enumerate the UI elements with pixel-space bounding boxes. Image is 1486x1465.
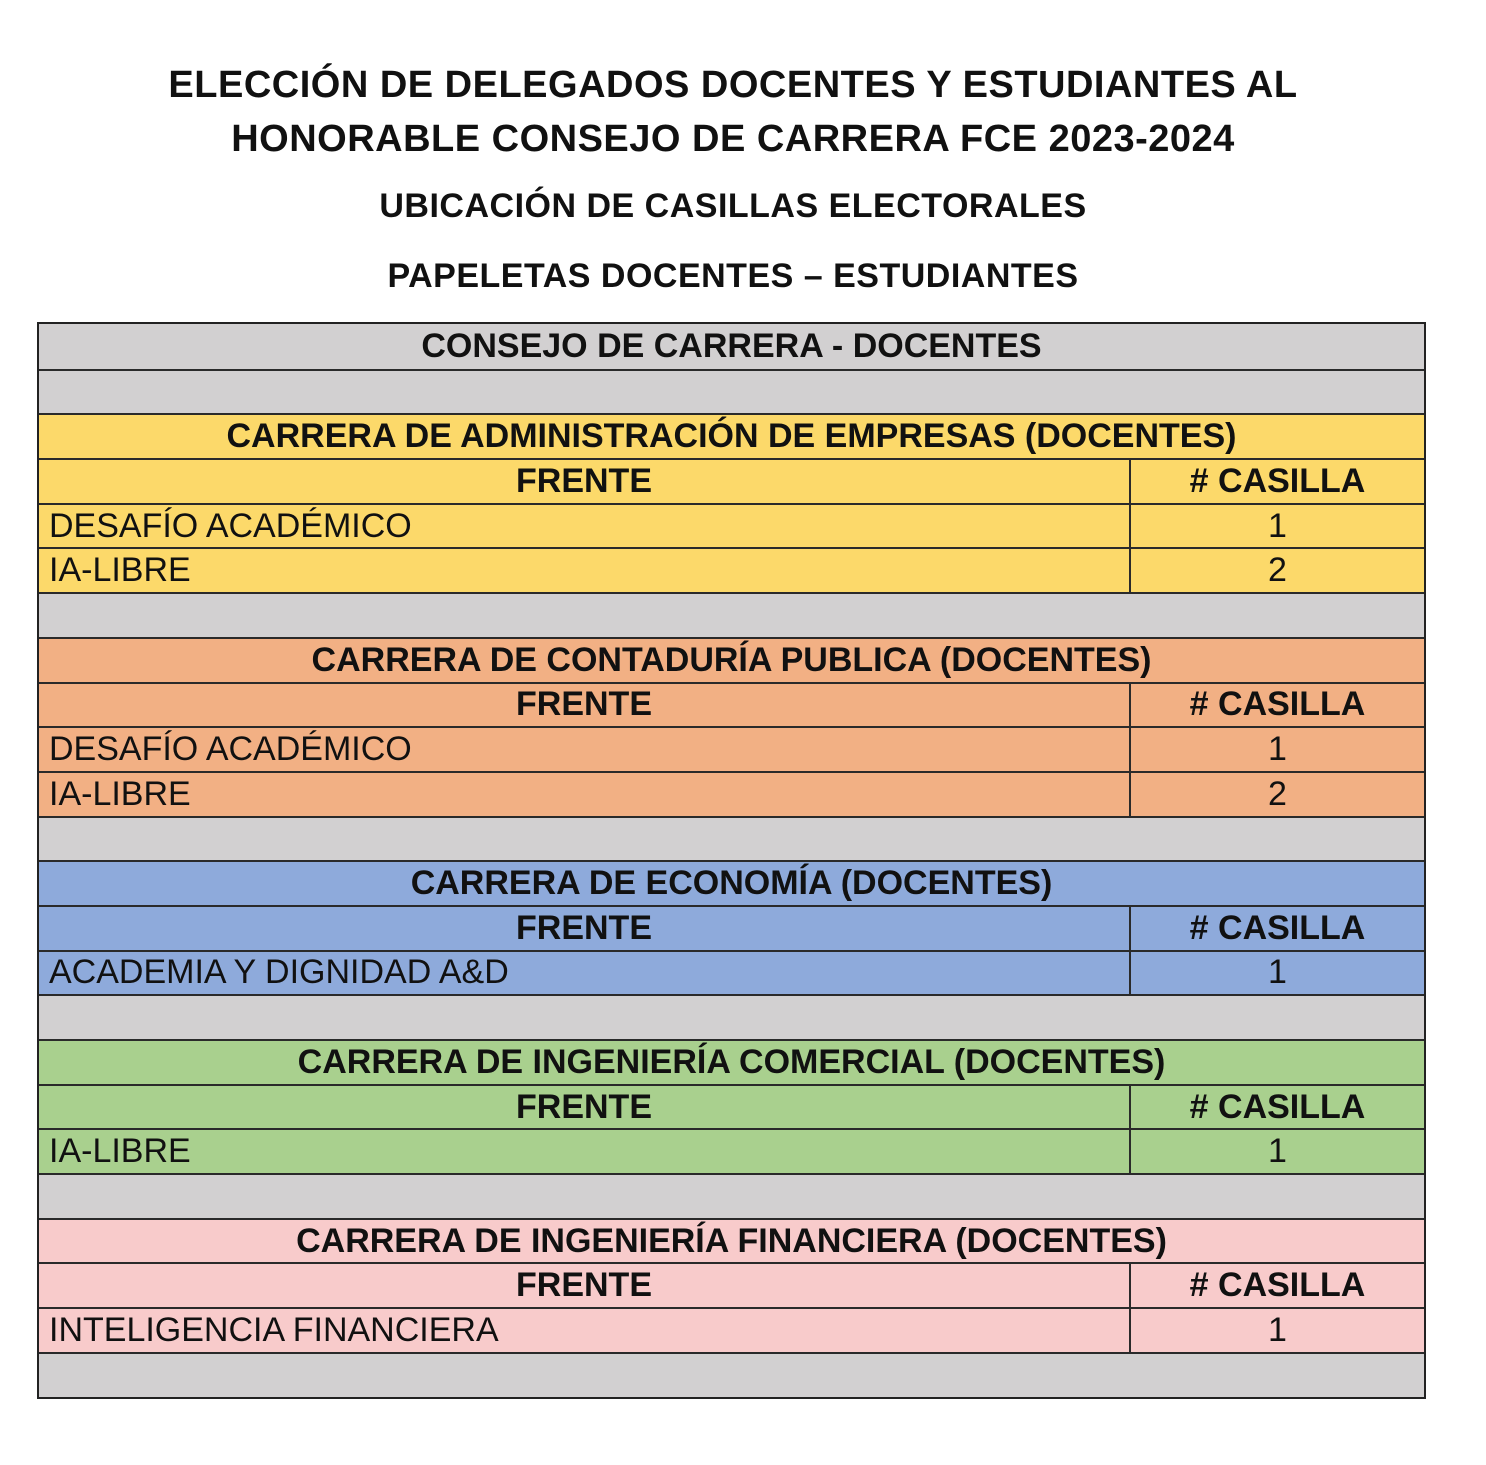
frente-header: FRENTE bbox=[39, 1086, 1131, 1129]
table-row bbox=[39, 503, 1424, 548]
casilla-number: 1 bbox=[1268, 953, 1287, 992]
title-line-1: ELECCIÓN DE DELEGADOS DOCENTES Y ESTUDIANTES AL bbox=[168, 64, 1298, 106]
section-title-row bbox=[39, 860, 1424, 905]
table-row bbox=[39, 950, 1424, 995]
spacer-row bbox=[39, 816, 1424, 861]
column-header-row bbox=[39, 682, 1424, 727]
subtitle-papeletas: PAPELETAS DOCENTES – ESTUDIANTES bbox=[387, 257, 1079, 295]
section-title: CARRERA DE ADMINISTRACIÓN DE EMPRESAS (DOCENTES) bbox=[226, 417, 1237, 456]
table-row bbox=[39, 771, 1424, 816]
spacer-row bbox=[39, 994, 1424, 1039]
section-title-row bbox=[39, 413, 1424, 458]
casilla-header: # CASILLA bbox=[1189, 1087, 1366, 1126]
casilla-number: 2 bbox=[1268, 774, 1287, 813]
section-title-row bbox=[39, 1039, 1424, 1084]
table-row bbox=[39, 726, 1424, 771]
spacer-row bbox=[39, 1352, 1424, 1397]
table-row bbox=[39, 1307, 1424, 1352]
table-row bbox=[39, 547, 1424, 592]
casilla-header: # CASILLA bbox=[1189, 685, 1366, 724]
title-line-2: HONORABLE CONSEJO DE CARRERA FCE 2023-2024 bbox=[231, 118, 1235, 160]
column-header-row bbox=[39, 905, 1424, 950]
spacer-row bbox=[39, 592, 1424, 637]
table-title-row bbox=[39, 324, 1424, 369]
column-header-row bbox=[39, 1262, 1424, 1307]
casilla-header: # CASILLA bbox=[1189, 461, 1366, 500]
column-header-row bbox=[39, 458, 1424, 503]
subtitle: UBICACIÓN DE CASILLAS ELECTORALES bbox=[379, 187, 1087, 225]
frente-header: FRENTE bbox=[39, 907, 1131, 950]
casilla-number: 1 bbox=[1268, 730, 1287, 769]
section-title: CARRERA DE CONTADURÍA PUBLICA (DOCENTES) bbox=[311, 640, 1152, 679]
frente-header: FRENTE bbox=[39, 684, 1131, 727]
table-title: CONSEJO DE CARRERA - DOCENTES bbox=[421, 326, 1042, 365]
section-title: CARRERA DE ECONOMÍA (DOCENTES) bbox=[410, 864, 1053, 903]
spacer-row bbox=[39, 1173, 1424, 1218]
frente-name: DESAFÍO ACADÉMICO bbox=[39, 505, 1131, 548]
casilla-number: 1 bbox=[1268, 506, 1287, 545]
casilla-number: 1 bbox=[1268, 1310, 1287, 1349]
section-title-row bbox=[39, 1218, 1424, 1263]
document-title bbox=[0, 58, 1466, 166]
spacer-row bbox=[39, 369, 1424, 414]
frente-name: DESAFÍO ACADÉMICO bbox=[39, 728, 1131, 771]
casilla-header: # CASILLA bbox=[1189, 908, 1366, 947]
frente-header: FRENTE bbox=[39, 460, 1131, 503]
frente-name: IA-LIBRE bbox=[39, 773, 1131, 816]
section-title-row bbox=[39, 637, 1424, 682]
section-title: CARRERA DE INGENIERÍA FINANCIERA (DOCENTES) bbox=[296, 1221, 1167, 1260]
casilla-header: # CASILLA bbox=[1189, 1266, 1366, 1305]
frente-name: INTELIGENCIA FINANCIERA bbox=[39, 1309, 1131, 1352]
frente-name: IA-LIBRE bbox=[39, 549, 1131, 592]
frente-header: FRENTE bbox=[39, 1264, 1131, 1307]
column-header-row bbox=[39, 1084, 1424, 1129]
casillas-table bbox=[37, 322, 1426, 1399]
casilla-number: 1 bbox=[1268, 1132, 1287, 1171]
casilla-number: 2 bbox=[1268, 551, 1287, 590]
table-row bbox=[39, 1128, 1424, 1173]
section-title: CARRERA DE INGENIERÍA COMERCIAL (DOCENTES) bbox=[297, 1042, 1166, 1081]
frente-name: ACADEMIA Y DIGNIDAD A&D bbox=[39, 952, 1131, 995]
frente-name: IA-LIBRE bbox=[39, 1130, 1131, 1173]
